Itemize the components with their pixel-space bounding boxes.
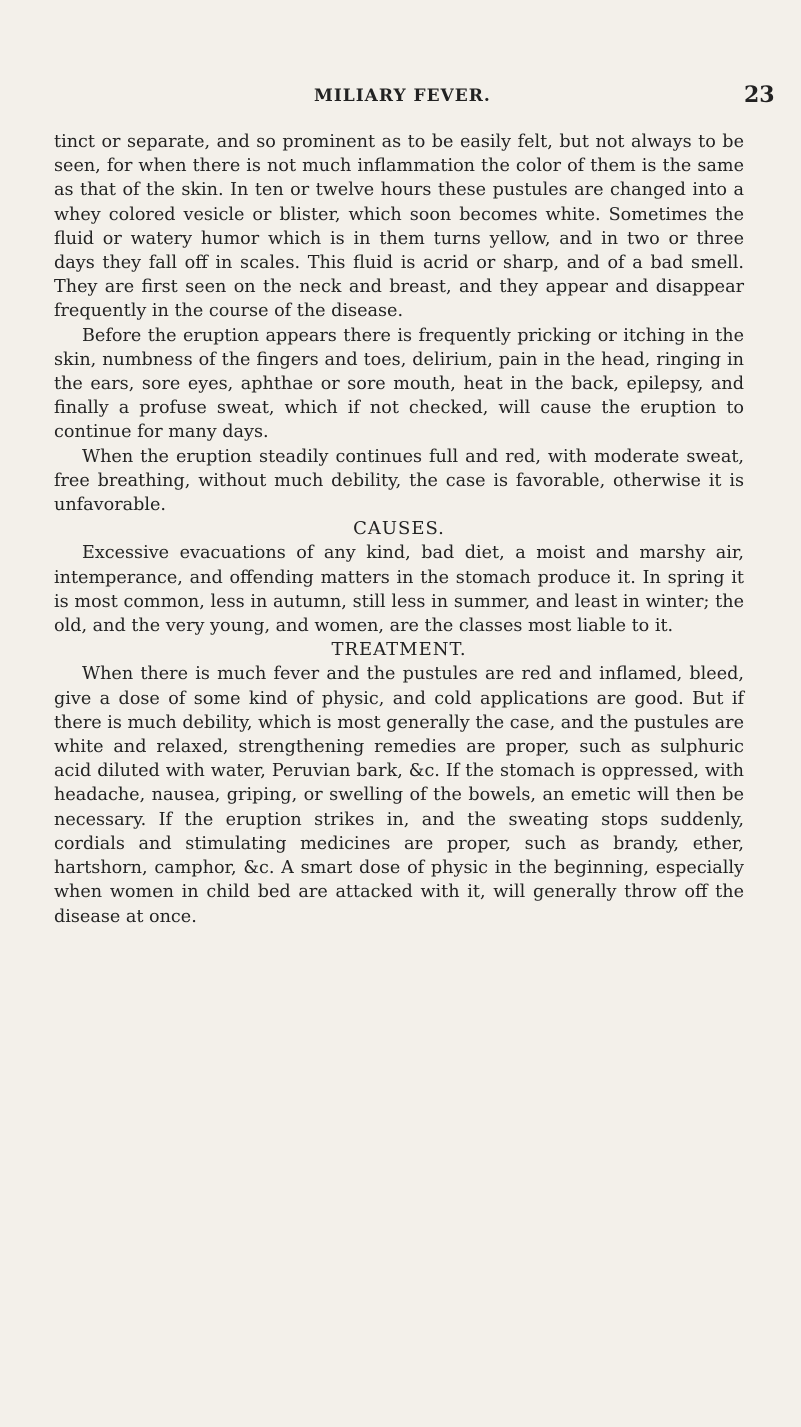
section-heading-causes: CAUSES. bbox=[353, 518, 445, 540]
running-head bbox=[0, 82, 801, 114]
paragraph-continued: tinct or separate, and so prominent as to be easily felt, but not always to be seen, for when there is not much inflammation the color of them is the same as that of the skin. In ten or twelve hours these pustules are changed into a whey colored vesicle or blister, which soon becomes white. Sometimes the fluid or watery humor which is in them turns yellow, and in two or three days they fall off in scales. This fluid is acrid or sharp, and of a bad smell. They are first seen on the neck and breast, and they appear and disappear frequently in the course of the disease. bbox=[54, 132, 744, 322]
paragraph-prognosis: When the eruption steadily continues full and red, with moderate sweat, free breathing, without much debility, the case is favorable, otherwise it is unfavorable. bbox=[54, 446, 744, 516]
paragraph-eruption-signs: Before the eruption appears there is frequently pricking or itching in the skin, numbness of the fingers and toes, delirium, pain in the head, ringing in the ears, sore eyes, aphthae or sore mouth, heat in the back, epilepsy, and finally a profuse sweat, which if not checked, will cause the eruption to continue for many days. bbox=[54, 325, 744, 443]
paragraph-causes: Excessive evacuations of any kind, bad diet, a moist and marshy air, intemperance, and offending matters in the stomach produce it. In spring it is most common, less in autumn, still less in summer, and least in winter; the old, and the very young, and women, are the classes most liable to it. bbox=[54, 543, 744, 637]
body-text bbox=[54, 130, 744, 929]
section-heading-treatment: TREATMENT. bbox=[331, 639, 467, 661]
running-title: MILIARY FEVER. bbox=[314, 86, 491, 106]
paragraph-treatment: When there is much fever and the pustules are red and inflamed, bleed, give a dose of some kind of physic, and cold applications are good. But if there is much debility, which is most generally the case, and the pustules are white and relaxed, strengthening remedies are proper, such as sulphuric acid diluted with water, Peruvian bark, &c. If the stomach is oppressed, with headache, nausea, griping, or swelling of the bowels, an emetic will then be necessary. If the eruption strikes in, and the sweating stops suddenly, cordials and stimulating medicines are proper, such as brandy, ether, hartshorn, camphor, &c. A smart dose of physic in the beginning, especially when women in child bed are attacked with it, will generally throw off the disease at once. bbox=[54, 664, 744, 927]
page-number: 23 bbox=[744, 82, 775, 108]
